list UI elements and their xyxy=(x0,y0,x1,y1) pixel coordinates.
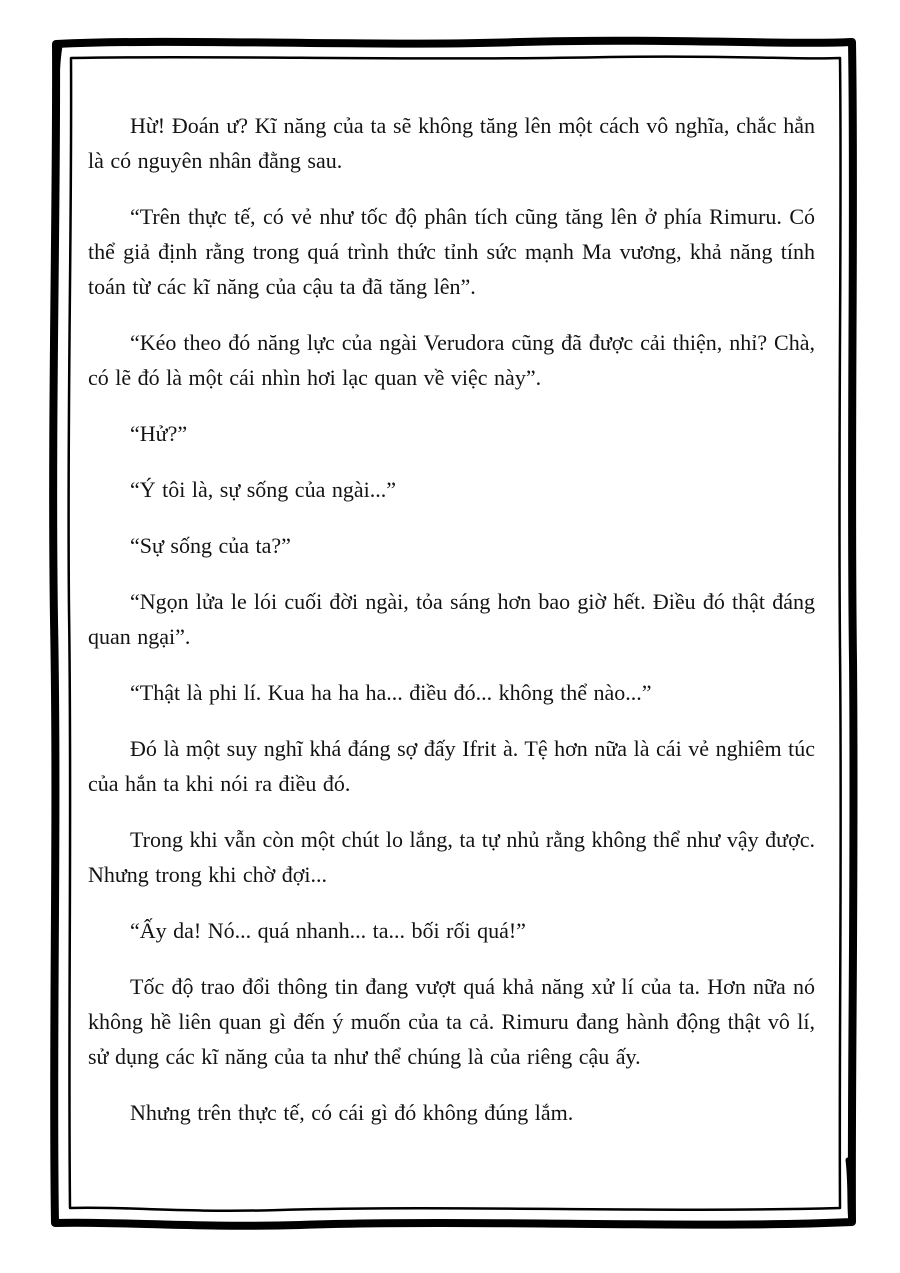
paragraph: “Thật là phi lí. Kua ha ha ha... điều đó... không thể nào...” xyxy=(130,680,652,705)
corner-tick-bottom-right xyxy=(848,1160,851,1222)
corner-tick-top-left xyxy=(55,46,60,105)
paragraph: “Ấy da! Nó... quá nhanh... ta... bối rối quá!” xyxy=(130,918,526,943)
paragraph: Tốc độ trao đổi thông tin đang vượt quá khả năng xử lí của ta. Hơn nữa nó không hề liên quan gì đến ý muốn của ta cả. Rimuru đang hành động thật vô lí, sử dụng các kĩ năng của ta như thể chúng là của riêng cậu ấy. xyxy=(88,974,815,1069)
paragraph: Nhưng trên thực tế, có cái gì đó không đúng lắm. xyxy=(130,1100,574,1125)
page-text-block xyxy=(88,108,815,1151)
paragraph: “Hử?” xyxy=(130,421,188,446)
paragraph: Hừ! Đoán ư? Kĩ năng của ta sẽ không tăng lên một cách vô nghĩa, chắc hẳn là có nguyên nhân đằng sau. xyxy=(88,113,815,173)
paragraph: “Ngọn lửa le lói cuối đời ngài, tỏa sáng hơn bao giờ hết. Điều đó thật đáng quan ngại”. xyxy=(88,589,815,649)
paragraph: “Trên thực tế, có vẻ như tốc độ phân tích cũng tăng lên ở phía Rimuru. Có thể giả định rằng trong quá trình thức tỉnh sức mạnh Ma vương, khả năng tính toán từ các kĩ năng của cậu ta đã tăng lên”. xyxy=(88,204,815,299)
paragraph: “Ý tôi là, sự sống của ngài...” xyxy=(130,477,396,502)
paragraph: “Kéo theo đó năng lực của ngài Verudora cũng đã được cải thiện, nhỉ? Chà, có lẽ đó là một cái nhìn hơi lạc quan về việc này”. xyxy=(88,330,815,390)
paragraph: “Sự sống của ta?” xyxy=(130,533,291,558)
paragraph: Đó là một suy nghĩ khá đáng sợ đấy Ifrit à. Tệ hơn nữa là cái vẻ nghiêm túc của hắn ta khi nói ra điều đó. xyxy=(88,736,815,796)
paragraph: Trong khi vẫn còn một chút lo lắng, ta tự nhủ rằng không thể như vậy được. Nhưng trong khi chờ đợi... xyxy=(88,827,815,887)
